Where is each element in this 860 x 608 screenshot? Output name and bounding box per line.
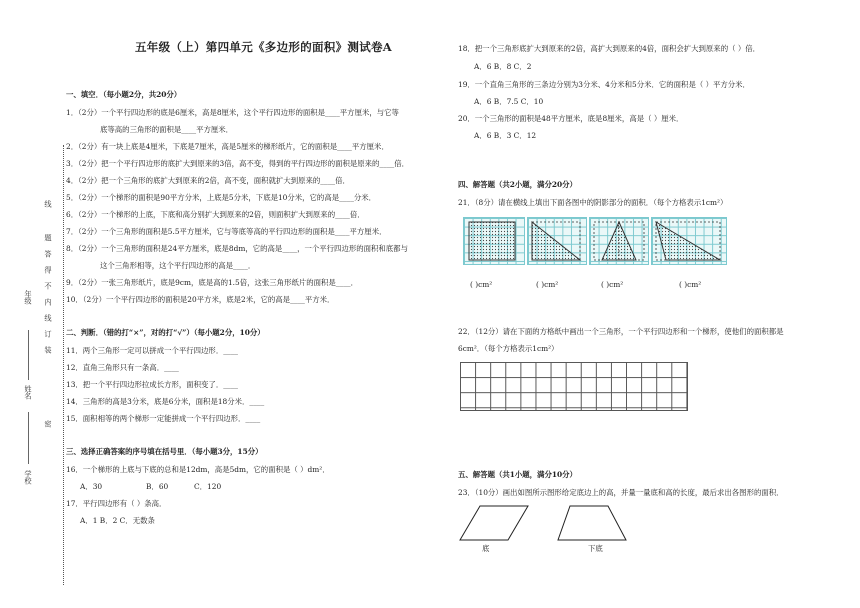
question-16-option-a: A．30 xyxy=(80,482,103,491)
question-15: 15．面积相等的两个梯形一定能拼成一个平行四边形．____ xyxy=(66,414,261,423)
question-16-option-b: B．60 xyxy=(146,482,169,491)
shaded-square-shape xyxy=(464,218,524,264)
name-rule xyxy=(28,330,29,380)
question-18: 18．把一个三角形底扩大到原来的2倍，高扩大到原来的4倍，面积会扩大到原来的（ ）倍． xyxy=(458,44,761,53)
question-17-options: A．1 B．2 C．无数条 xyxy=(80,516,155,525)
question-19-options: A．6 B．7.5 C．10 xyxy=(474,97,544,106)
question-7: 7．（2分）一个三角形的面积是5.5平方厘米，它与等底等高的平行四边形的面积是____平方厘米． xyxy=(66,227,387,236)
question-12: 12．直角三角形只有一条高．____ xyxy=(66,363,179,372)
question-8-cont: 这个三角形相等，这个平行四边形的高是____． xyxy=(100,261,256,270)
shaded-right-triangle-shape xyxy=(528,218,586,264)
answer-blank-2: ( )cm² xyxy=(536,280,559,289)
shaded-isosceles-triangle-shape xyxy=(590,218,648,264)
parallelogram-shape xyxy=(460,506,528,540)
question-18-options: A．6 B．8 C．2 xyxy=(474,62,532,71)
trapezoid-lower-base-label: 下底 xyxy=(588,544,603,553)
question-11: 11．两个三角形一定可以拼成一个平行四边形．____ xyxy=(66,346,239,355)
question-23: 23．（10分）画出如图所示图形给定底边上的高，并量一量底和高的长度，最后求出各图形的面积． xyxy=(458,488,784,497)
answer-blank-1: ( )cm² xyxy=(470,280,493,289)
blank-square-grid[interactable] xyxy=(460,362,688,411)
section-1-heading: 一、填空．（每小题2分，共20分） xyxy=(66,90,182,99)
seal-mark-4: 得 xyxy=(44,266,53,274)
seal-mark-8: 订 xyxy=(44,330,53,338)
seal-mark-1: 线 xyxy=(44,200,53,208)
seal-mark-6: 内 xyxy=(44,298,53,306)
q23-shapes xyxy=(458,500,638,548)
question-20-options: A．6 B．3 C．12 xyxy=(474,131,537,140)
question-2: 2．（2分）有一块上底是4厘米，下底是7厘米，高是5厘米的梯形纸片，它的面积是____平方厘米． xyxy=(66,142,389,151)
section-5-heading: 五、解答题（共1小题，满分10分） xyxy=(458,470,577,479)
seal-mark-7: 线 xyxy=(44,314,53,322)
question-4: 4．（2分）把一个三角形的底扩大到原来的2倍，高不变，面积就扩大到原来的____倍． xyxy=(66,176,350,185)
question-8: 8．（2分）一个三角形的面积是24平方厘米，底是8dm，它的高是____，一个平行四边形的面积和底都与 xyxy=(66,244,408,253)
question-1: 1．（2分）一个平行四边形的底是6厘米，高是8厘米，这个平行四边形的面积是____平方厘米，与它等 xyxy=(66,108,399,117)
shaded-right-triangle-figure xyxy=(527,217,587,265)
shaded-square-figure xyxy=(463,217,525,265)
shaded-obtuse-triangle-shape xyxy=(652,218,726,264)
question-17: 17．平行四边形有（ ）条高． xyxy=(66,499,167,508)
trapezoid-shape xyxy=(558,506,626,540)
shaded-obtuse-triangle-figure xyxy=(651,217,727,265)
question-10: 10．（2分）一个平行四边形的面积是20平方米，底是2米，它的高是____平方米． xyxy=(66,295,335,304)
question-22: 22．（12分）请在下面的方格纸中画出一个三角形，一个平行四边形和一个梯形，使他们的面积都是 xyxy=(458,327,784,336)
answer-blank-3: ( )cm² xyxy=(601,280,624,289)
question-1-cont: 底等高的三角形的面积是____平方厘米． xyxy=(100,125,234,134)
question-16: 16．一个梯形的上底与下底的总和是12dm，高是5dm，它的面积是（ ）dm²． xyxy=(66,465,330,474)
question-13: 13．把一个平行四边形拉成长方形，面积变了．____ xyxy=(66,380,239,389)
question-14: 14．三角形的高是3分米，底是6分米，面积是18分米．____ xyxy=(66,397,265,406)
question-20: 20．一个三角形的面积是48平方厘米，底是8厘米，高是（ ）厘米． xyxy=(458,114,684,123)
seal-mark-10: 密 xyxy=(44,420,53,428)
question-22-cont: 6cm²．（每个方格表示1cm²） xyxy=(458,344,559,353)
question-21: 21．（8分）请在横线上填出下面各图中的阴影部分的面积．（每个方格表示1cm²） xyxy=(458,198,728,207)
section-2-heading: 二、判断．（错的打“×”，对的打“√”）（每小题2分，10分） xyxy=(66,328,265,337)
name-label: 姓名 xyxy=(24,385,33,400)
seal-mark-5: 不 xyxy=(44,282,53,290)
question-3: 3．（2分）把一个平行四边形的底扩大到原来的3倍，高不变，得到的平行四边形的面积是原来的____倍． xyxy=(66,159,409,168)
section-4-heading: 四、解答题（共2小题，满分20分） xyxy=(458,180,577,189)
question-5: 5．（2分）一个梯形的面积是90平方分米，上底是5分米，下底是10分米，它的高是____分米． xyxy=(66,193,377,202)
question-19: 19．一个直角三角形的三条边分别为3分米、4分米和5分米．它的面积是（ ）平方分米． xyxy=(458,80,750,89)
question-9: 9．（2分）一张三角形纸片，底是9cm，底是高的1.5倍，这张三角形纸片的面积是____． xyxy=(66,278,358,287)
school-label: 学校 xyxy=(24,470,33,485)
seal-mark-9: 装 xyxy=(44,346,53,354)
parallelogram-base-label: 底 xyxy=(482,544,490,553)
page-title: 五年级（上）第四单元《多边形的面积》测试卷A xyxy=(135,40,393,54)
section-3-heading: 三、选择正确答案的序号填在括号里．（每小题3分，15分） xyxy=(66,447,263,456)
school-rule xyxy=(28,412,29,464)
binding-dotted-line xyxy=(63,145,64,585)
grade-label: 年级 xyxy=(24,290,33,305)
question-16-option-c: C．120 xyxy=(194,482,222,491)
seal-mark-3: 答 xyxy=(44,250,53,258)
seal-mark-2: 题 xyxy=(44,234,53,242)
answer-blank-4: ( )cm² xyxy=(679,280,702,289)
question-6: 6．（2分）一个梯形的上底，下底和高分别扩大到原来的2倍，则面积扩大到原来的____倍． xyxy=(66,210,365,219)
shaded-isosceles-triangle-figure xyxy=(589,217,649,265)
